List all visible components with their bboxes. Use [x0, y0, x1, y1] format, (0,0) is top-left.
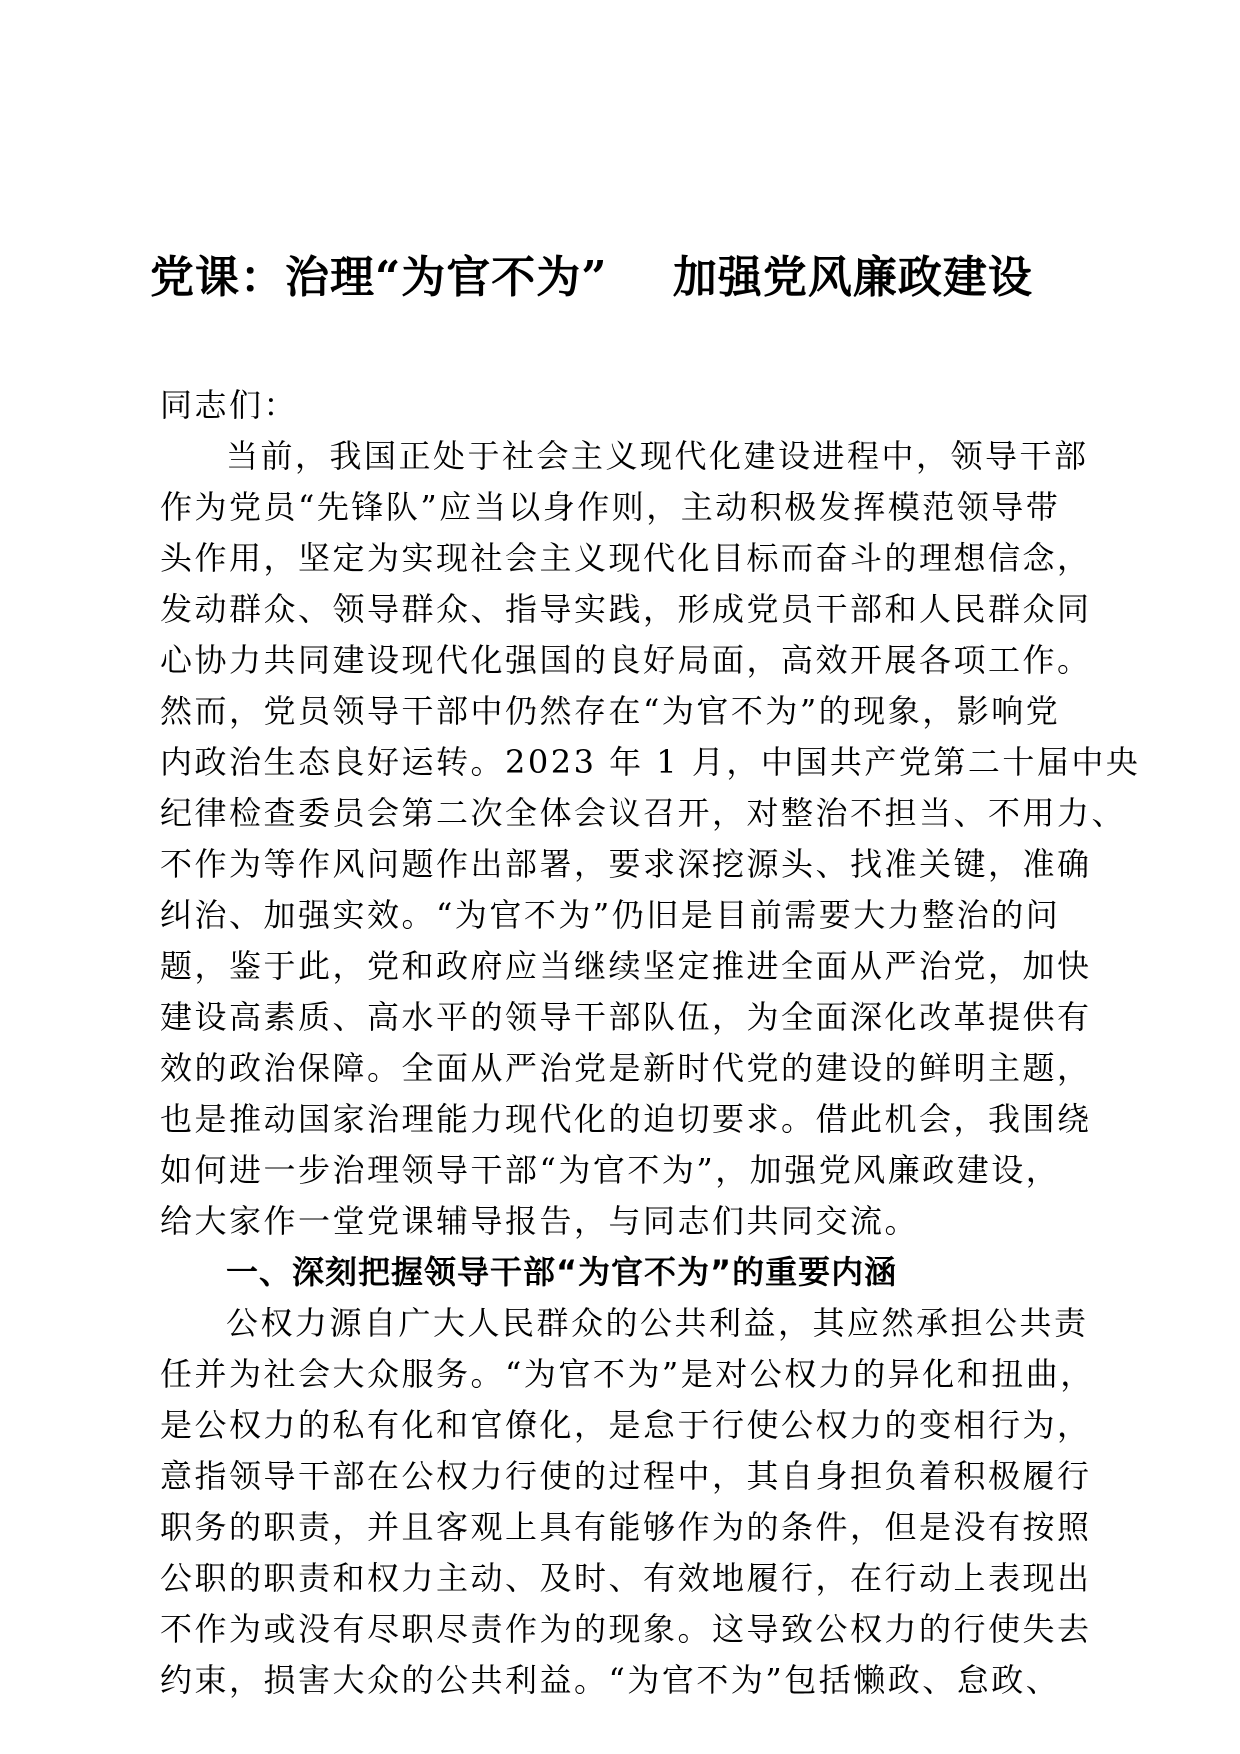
paragraph-line: 职务的职责，并且客观上具有能够作为的条件，但是没有按照	[160, 1508, 1092, 1546]
paragraph-line: 题，鉴于此，党和政府应当继续坚定推进全面从严治党，加快	[160, 947, 1092, 985]
paragraph-line: 当前，我国正处于社会主义现代化建设进程中，领导干部	[226, 437, 1089, 475]
paragraph-line: 不作为等作风问题作出部署，要求深挖源头、找准关键，准确	[160, 845, 1092, 883]
paragraph-line: 效的政治保障。全面从严治党是新时代党的建设的鲜明主题，	[160, 1049, 1092, 1087]
paragraph-line: 心协力共同建设现代化强国的良好局面，高效开展各项工作。	[160, 641, 1092, 679]
paragraph-line: 是公权力的私有化和官僚化，是怠于行使公权力的变相行为，	[160, 1406, 1092, 1444]
paragraph-line: 头作用，坚定为实现社会主义现代化目标而奋斗的理想信念，	[160, 539, 1092, 577]
paragraph-line: 然而，党员领导干部中仍然存在“为官不为”的现象，影响党	[160, 692, 1061, 730]
paragraph-line: 如何进一步治理领导干部“为官不为”，加强党风廉政建设，	[160, 1151, 1061, 1189]
salutation: 同志们：	[160, 386, 299, 424]
document-body	[160, 380, 1141, 1706]
paragraph-line: 任并为社会大众服务。“为官不为”是对公权力的异化和扭曲，	[160, 1355, 1095, 1393]
paragraph-line: 不作为或没有尽职尽责作为的现象。这导致公权力的行使失去	[160, 1610, 1092, 1648]
section-heading: 一、深刻把握领导干部“为官不为”的重要内涵	[226, 1253, 898, 1291]
paragraph-line: 意指领导干部在公权力行使的过程中，其自身担负着积极履行	[160, 1457, 1092, 1495]
paragraph-line: 纠治、加强实效。“为官不为”仍旧是目前需要大力整治的问	[160, 896, 1061, 934]
paragraph-line: 作为党员“先锋队”应当以身作则，主动积极发挥模范领导带	[160, 488, 1061, 526]
paragraph-line: 内政治生态良好运转。2023 年 1 月，中国共产党第二十届中央	[160, 743, 1141, 781]
paragraph-line: 也是推动国家治理能力现代化的迫切要求。借此机会，我围绕	[160, 1100, 1092, 1138]
paragraph-line: 纪律检查委员会第二次全体会议召开，对整治不担当、不用力、	[160, 794, 1127, 832]
document-title: 党课：治理“为官不为” 加强党风廉政建设	[150, 252, 1033, 303]
paragraph-line: 公职的职责和权力主动、及时、有效地履行，在行动上表现出	[160, 1559, 1092, 1597]
paragraph-line: 公权力源自广大人民群众的公共利益，其应然承担公共责	[226, 1304, 1089, 1342]
paragraph-line: 建设高素质、高水平的领导干部队伍，为全面深化改革提供有	[160, 998, 1092, 1036]
paragraph-line: 给大家作一堂党课辅导报告，与同志们共同交流。	[160, 1202, 920, 1240]
paragraph-line: 约束，损害大众的公共利益。“为官不为”包括懒政、怠政、	[160, 1661, 1061, 1699]
paragraph-line: 发动群众、领导群众、指导实践，形成党员干部和人民群众同	[160, 590, 1092, 628]
